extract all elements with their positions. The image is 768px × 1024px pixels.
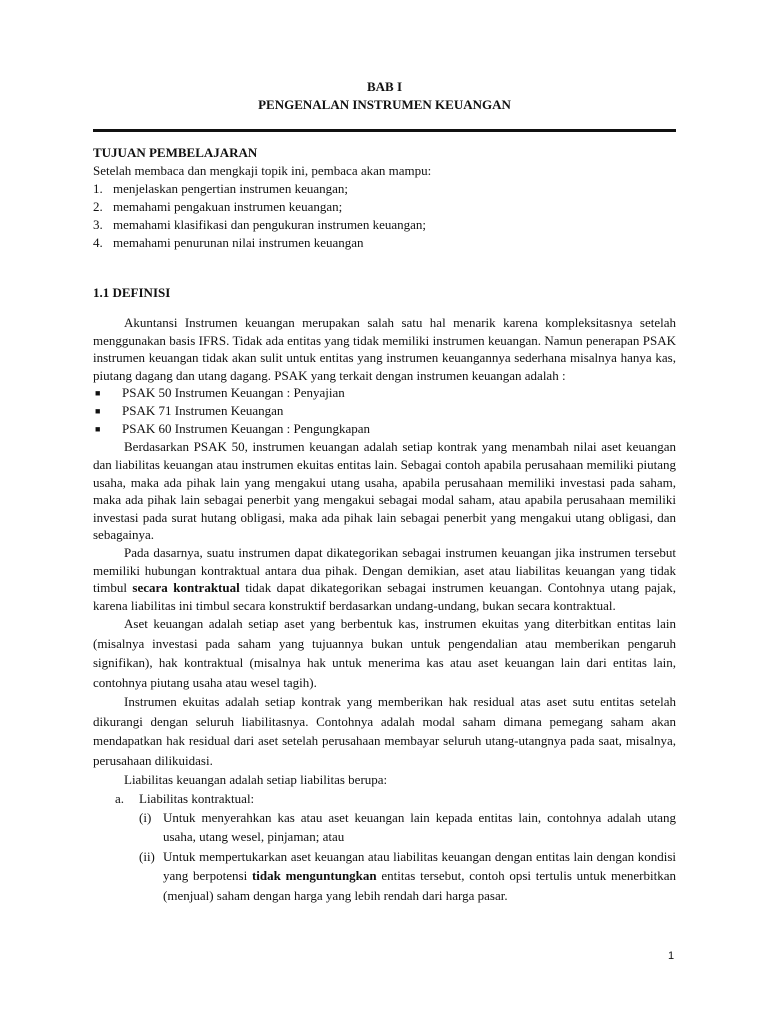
objective-number: 3. [93,217,103,232]
objective-item [93,180,676,198]
objective-number: 4. [93,235,103,250]
list-item [93,420,676,438]
section-heading: 1.1 DEFINISI [93,285,171,300]
paragraph-text: Pada dasarnya, suatu instrumen dapat dikategorikan sebagai instrumen keuangan jika instrumen tersebut memiliki hubungan kontraktual antara dua pihak. Dengan demikian, aset atau liabilitas keuangan yang tidak timbul [93,544,676,596]
chapter-number: BAB I [366,79,403,94]
paragraph-text: tidak dapat dikategorikan sebagai instrumen keuangan. Contohnya utang pajak, karena liabilitas ini timbul secara konstruktif berdasarkan undang-undang, bukan secara kontraktual. [93,580,676,613]
sublist-text [163,847,676,906]
document-page [93,78,676,905]
objectives-title: TUJUAN PEMBELAJARAN [93,145,258,160]
paragraph-financial-assets: Aset keuangan adalah setiap aset yang berbentuk kas, instrumen ekuitas yang diterbitkan entitas lain (misalnya investasi pada saham yang tujuannya bukan untuk pengendalian atau memberikan pengaruh signifikan), hak kontraktual (misalnya hak untuk menerima kas atau aset keuangan lain dari entitas lain, contohnya piutang usaha atau wesel tagih). [93,616,676,690]
sublist-i [93,808,676,847]
emphasis-text: secara kontraktual [132,580,240,596]
paragraph-psak50: Berdasarkan PSAK 50, instrumen keuangan adalah setiap kontrak yang menambah nilai aset keuangan dan liabilitas keuangan atau instrumen ekuitas entitas lain. Sebagai contoh apabila perusahaan memiliki piutang usaha, maka ada pihak lain yang mengakui utang usaha, apabila perusahaan memiliki investasi pada saham, maka ada pihak lain sebagai penerbit yang mengakui sebagai modal saham, atau apabila perusahaan memiliki investasi pada surat hutang obligasi, maka ada pihak lain sebagai penerbit yang mengakui utang obligasi, dan sebagainya. [93,439,676,543]
objective-number: 1. [93,181,103,196]
list-item [93,384,676,402]
sublist-label: (i) [139,809,152,825]
objective-text: memahami penurunan nilai instrumen keuangan [113,235,364,250]
objective-item [93,198,676,216]
chapter-title: PENGENALAN INSTRUMEN KEUANGAN [258,97,511,112]
square-bullet-icon: ■ [95,388,101,399]
sublist-ii [93,847,676,906]
objectives-intro: Setelah membaca dan mengkaji topik ini, pembaca akan mampu: [93,163,432,178]
emphasis-text: tidak menguntungkan [251,868,377,884]
objective-item [93,216,676,234]
sublist-text: Untuk menyerahkan kas atau aset keuangan lain kepada entitas lain, contohnya adalah utang usaha, utang wesel, pinjaman; atau [163,809,676,845]
square-bullet-icon: ■ [95,406,101,417]
objective-number: 2. [93,199,103,214]
objective-text: menjelaskan pengertian instrumen keuangan; [113,181,349,196]
sublist-label: a. [115,790,125,806]
paragraph-contractual [93,544,676,614]
sublist-text-part: Untuk mempertukarkan aset keuangan atau liabilitas keuangan dengan entitas lain dengan kondisi yang berpotensi [163,848,676,884]
square-bullet-icon: ■ [95,424,101,435]
sublist-text: Liabilitas kontraktual: [139,790,255,806]
list-item-text: PSAK 60 Instrumen Keuangan : Pengungkapan [122,421,371,437]
page-number: 1 [668,950,675,962]
horizontal-rule [93,129,676,132]
objective-item [93,234,676,252]
sublist-a [93,790,676,808]
list-item-text: PSAK 71 Instrumen Keuangan [122,403,284,419]
list-item [93,402,676,420]
paragraph-liabilities: Liabilitas keuangan adalah setiap liabilitas berupa: [124,772,388,788]
psak-list [93,384,676,438]
objective-text: memahami klasifikasi dan pengukuran instrumen keuangan; [113,217,426,232]
sublist-label: (ii) [139,848,155,864]
paragraph-equity: Instrumen ekuitas adalah setiap kontrak yang memberikan hak residual atas aset sutu entitas setelah dikurangi dengan seluruh liabilitasnya. Contohnya adalah modal saham dimana pemegang saham akan mendapatkan hak residual dari aset setelah perusahaan membayar seluruh utang-utangnya pada saat, misalnya, perusahaan dilikuidasi. [93,694,676,768]
list-item-text: PSAK 50 Instrumen Keuangan : Penyajian [122,385,345,401]
sublist-text-part: entitas tersebut, contoh opsi tertulis untuk menerbitkan (menjual) saham dengan harga yang lebih rendah dari harga pasar. [163,868,676,903]
learning-objectives [93,144,676,252]
paragraph-intro: Akuntansi Instrumen keuangan merupakan salah satu hal menarik karena kompleksitasnya setelah menggunakan basis IFRS. Tidak ada entitas yang tidak memiliki instrumen keuangan. Namun penerapan PSAK instrumen keuangan tidak akan sulit untuk entitas yang instrumen keuangannya sederhana misalnya hanya kas, piutang dagang dan utang dagang. PSAK yang terkait dengan instrumen keuangan adalah : [93,315,676,383]
chapter-heading [93,78,676,114]
objective-text: memahami pengakuan instrumen keuangan; [113,199,343,214]
